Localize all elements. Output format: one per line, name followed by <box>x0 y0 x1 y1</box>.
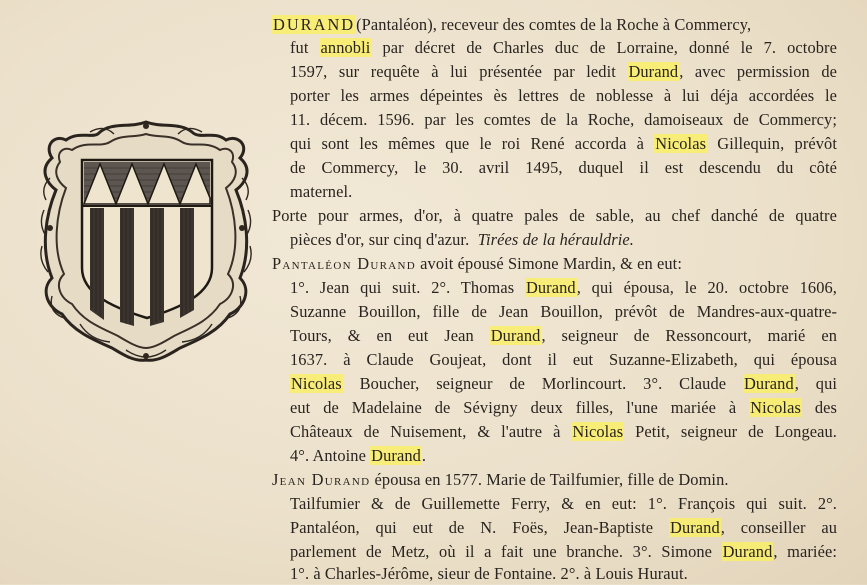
entry-durand-line-4: porter les armes dépeintes ès lettres de noblesse à lui déja accordées le <box>290 86 837 105</box>
surname-durand-heading: DURAND <box>273 15 356 34</box>
person-jean-durand-heading: Jean Durand <box>272 470 371 489</box>
entry-pantaleon-line-7: eut de Madelaine de Sévigny deux filles, l'une mariée à Nicolas des <box>290 398 837 417</box>
highlighted-term: Nicolas <box>291 374 342 393</box>
highlighted-term: annobli <box>320 38 371 57</box>
highlighted-term: Durand <box>490 326 541 345</box>
entry-pantaleon-line-3: Suzanne Bouillon, fille de Jean Bouillon, prévôt de Mandres-aux-quatre- <box>290 302 837 321</box>
arms-source-note: Tirées de la hérauldrie. <box>477 230 634 249</box>
entry-durand-line-2: fut annobli par décret de Charles duc de Lorraine, donné le 7. octobre <box>290 38 837 57</box>
entry-durand-line-8: maternel. <box>290 182 353 201</box>
entry-durand-line-7: de Commercy, le 30. avril 1495, duquel il est descendu du côté <box>290 158 837 177</box>
highlighted-term: Nicolas <box>655 134 707 153</box>
entry-pantaleon-line-4: Tours, & en eut Jean Durand, seigneur de Ressoncourt, marié en <box>290 326 837 345</box>
highlighted-term: Durand <box>670 518 720 537</box>
highlighted-term: Durand <box>628 62 679 81</box>
highlighted-term: Durand <box>722 542 773 561</box>
entry-pantaleon-line-8: Châteaux de Nuisement, & l'autre à Nicolas Petit, seigneur de Longeau. <box>290 422 837 441</box>
entry-jean-line-5: 1°. à Charles-Jérôme, sieur de Fontaine. 2°. à Louis Huraut. <box>290 564 688 583</box>
arms-description-line-2: pièces d'or, sur cinq d'azur. Tirées de la hérauldrie. <box>290 230 634 249</box>
entry-pantaleon-line-6: Nicolas Boucher, seigneur de Morlincourt. 3°. Claude Durand, qui <box>291 374 838 393</box>
person-pantaleon-durand-heading: Pantaléon Durand <box>272 254 416 273</box>
entry-jean-line-2: Tailfumier & de Guillemette Ferry, & en eut: 1°. François qui suit. 2°. <box>290 494 837 513</box>
entry-jean-line-4: parlement de Metz, où il a fait une branche. 3°. Simone Durand, mariée: <box>290 542 837 561</box>
entry-pantaleon-line-1: Pantaléon Durand avoit épousé Simone Mardin, & en eut: <box>272 254 682 273</box>
entry-durand-line-6: qui sont les mêmes que le roi René accorda à Nicolas Gillequin, prévôt <box>290 134 837 153</box>
entry-pantaleon-line-5: 1637. à Claude Goujeat, dont il eut Suzanne-Elizabeth, qui épousa <box>290 350 837 369</box>
highlighted-term: Nicolas <box>750 398 801 417</box>
arms-description-line-1: Porte pour armes, d'or, à quatre pales de sable, au chef danché de quatre <box>272 206 837 225</box>
entry-pantaleon-line-2: 1°. Jean qui suit. 2°. Thomas Durand, qui épousa, le 20. octobre 1606, <box>290 278 838 297</box>
entry-jean-line-1: Jean Durand épousa en 1577. Marie de Tailfumier, fille de Domin. <box>272 470 729 489</box>
highlighted-term: Durand <box>743 374 794 393</box>
entry-pantaleon-line-9: 4°. Antoine Durand. <box>290 446 427 465</box>
highlighted-term: Durand <box>371 446 421 465</box>
entry-durand-line-5: 11. décem. 1596. par les comtes de la Roche, damoiseaux de Commercy; <box>290 110 837 129</box>
highlighted-term: Durand <box>525 278 576 297</box>
entry-durand-line-3: 1597, sur requête à lui présentée par ledit Durand, avec permission de <box>290 62 837 81</box>
entry-jean-line-3: Pantaléon, qui eut de N. Foës, Jean-Baptiste Durand, conseiller au <box>290 518 838 537</box>
entry-durand-line-1: DURAND(Pantaléon), receveur des comtes de la Roche à Commercy, <box>273 15 752 34</box>
highlighted-term: Nicolas <box>572 422 624 441</box>
